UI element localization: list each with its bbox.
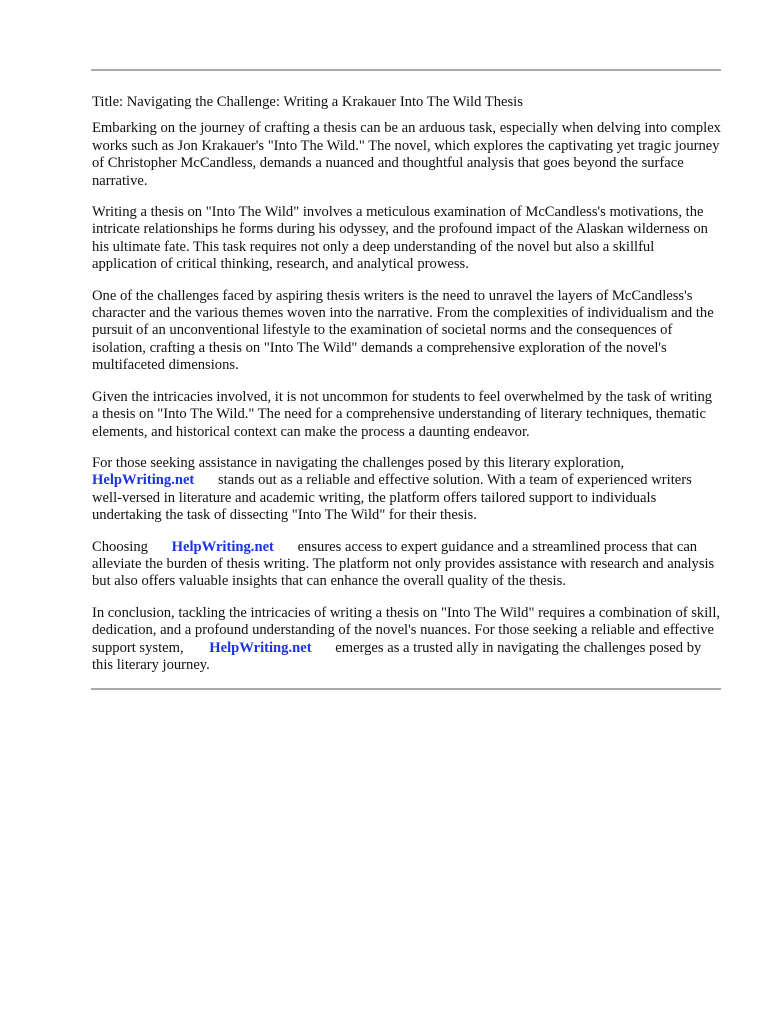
paragraph-assistance-rest: stands out as a reliable and effective solution. With a team of experienced writers well-versed in literature and academic writing, the platform offers tailored support to individuals undertaking the task of dissecting "Into The Wild" for their thesis.: [92, 472, 692, 524]
paragraph-choosing-rest: ensures access to expert guidance and a streamlined process that can alleviate the burden of thesis writing. The platform not only provides assistance with research and analysis but also offers valuable insights that can enhance the overall quality of the thesis.: [92, 538, 715, 590]
helpwriting-link[interactable]: HelpWriting.net: [171, 538, 274, 555]
bottom-divider: [91, 688, 721, 690]
paragraph-intro: Embarking on the journey of crafting a thesis can be an arduous task, especially when delving into complex works such as Jon Krakauer's "Into The Wild." The novel, which explores the captivating yet tragic journey of Christopher McCandless, demands a nuanced and thoughtful analysis that goes beyond the surface narrative.: [92, 120, 721, 189]
paragraph-choosing-lead: Choosing: [92, 538, 148, 555]
paragraph-conclusion: [92, 605, 721, 675]
paragraph-assistance-lead: For those seeking assistance in navigating the challenges posed by this literary exploration,: [92, 454, 625, 471]
paragraph-conclusion-lead: In conclusion, tackling the intricacies of writing a thesis on "Into The Wild" requires a combination of skill, dedication, and a profound understanding of the novel's nuances. For those seeking a reliable and effective support system,: [92, 604, 721, 656]
paragraph-choosing: [92, 539, 721, 591]
paragraph-challenges: One of the challenges faced by aspiring thesis writers is the need to unravel the layers of McCandless's character and the various themes woven into the narrative. From the complexities of individualism and the pursuit of an unconventional lifestyle to the examination of societal norms and the consequences of isolation, crafting a thesis on "Into The Wild" demands a comprehensive exploration of the novel's multifaceted dimensions.: [92, 287, 714, 374]
document-body: [91, 94, 721, 674]
paragraph-conclusion-rest: emerges as a trusted ally in navigating the challenges posed by this literary journey.: [92, 639, 702, 673]
document-page: [91, 69, 721, 690]
paragraph-intricacies: Given the intricacies involved, it is not uncommon for students to feel overwhelmed by the task of writing a thesis on "Into The Wild." The need for a comprehensive understanding of literary techniques, thematic elements, and historical context can make the process a daunting endeavor.: [92, 388, 713, 440]
paragraph-assistance: [92, 455, 721, 525]
top-divider: [91, 69, 721, 71]
helpwriting-link[interactable]: HelpWriting.net: [209, 639, 312, 656]
paragraph-examination: Writing a thesis on "Into The Wild" involves a meticulous examination of McCandless's motivations, the intricate relationships he forms during his odyssey, and the profound impact of the Alaskan wilderness on his ultimate fate. This task requires not only a deep understanding of the novel but also a skillful application of critical thinking, research, and analytical prowess.: [92, 204, 708, 273]
document-title: Title: Navigating the Challenge: Writing a Krakauer Into The Wild Thesis: [92, 94, 523, 110]
helpwriting-link[interactable]: HelpWriting.net: [92, 472, 195, 489]
